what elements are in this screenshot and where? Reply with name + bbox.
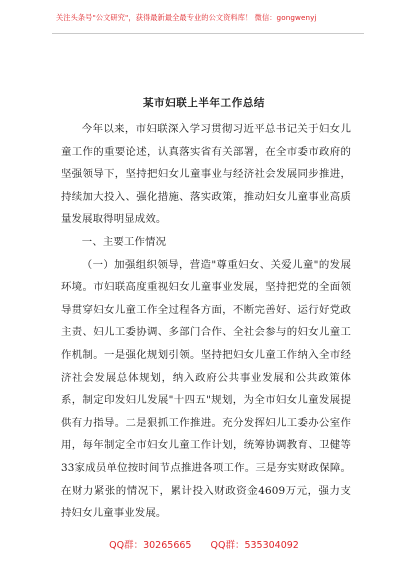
footer	[0, 537, 408, 551]
footer-qq-group-1: QQ群：30265665	[109, 540, 192, 551]
intro-paragraph: 今年以来，市妇联深入学习贯彻习近平总书记关于妇女儿童工作的重要论述，认真落实省有关部署，在全市委市政府的坚强领导下，坚持把妇女儿童事业与经济社会发展同步推进，持续加大投入、强化措施、落实政策，推动妇女儿童事业高质量发展取得明显成效。	[61, 123, 351, 226]
header-divider	[52, 33, 364, 34]
document-body	[61, 118, 351, 525]
header-promo-text: 关注头条号"公文研究"，获得最新最全最专业的公文资料库！ 微信：gongwenyj	[56, 13, 317, 22]
body-paragraph: （一）加强组织领导，营造"尊重妇女、关爱儿童"的发展环境。市妇联高度重视妇女儿童事业发展，坚持把党的全面领导贯穿妇女儿童工作全过程各方面，不断完善好、运行好党政主责、妇儿工委协调、多部门合作、全社会参与的妇女儿童工作机制。一是强化规划引领。坚持把妇女儿童工作纳入全市经济社会发展总体规划，纳入政府公共事业发展和公共政策体系，制定印发妇儿发展"十四五"规划，为全市妇女儿童发展提供有力指导。二是狠抓工作推进。充分发挥妇儿工委办公室作用，每年制定全市妇女儿童工作计划，统筹协调教育、卫健等33家成员单位按时间节点推进各项工作。三是夯实财政保障。在财力紧张的情况下，累计投入财政资金4609万元，强力支持妇女儿童事业发展。	[61, 258, 351, 520]
footer-qq-group-2: QQ群：535304092	[210, 540, 299, 551]
section-heading: 一、主要工作情况	[81, 235, 167, 248]
document-title: 某市妇联上半年工作总结	[142, 97, 266, 109]
